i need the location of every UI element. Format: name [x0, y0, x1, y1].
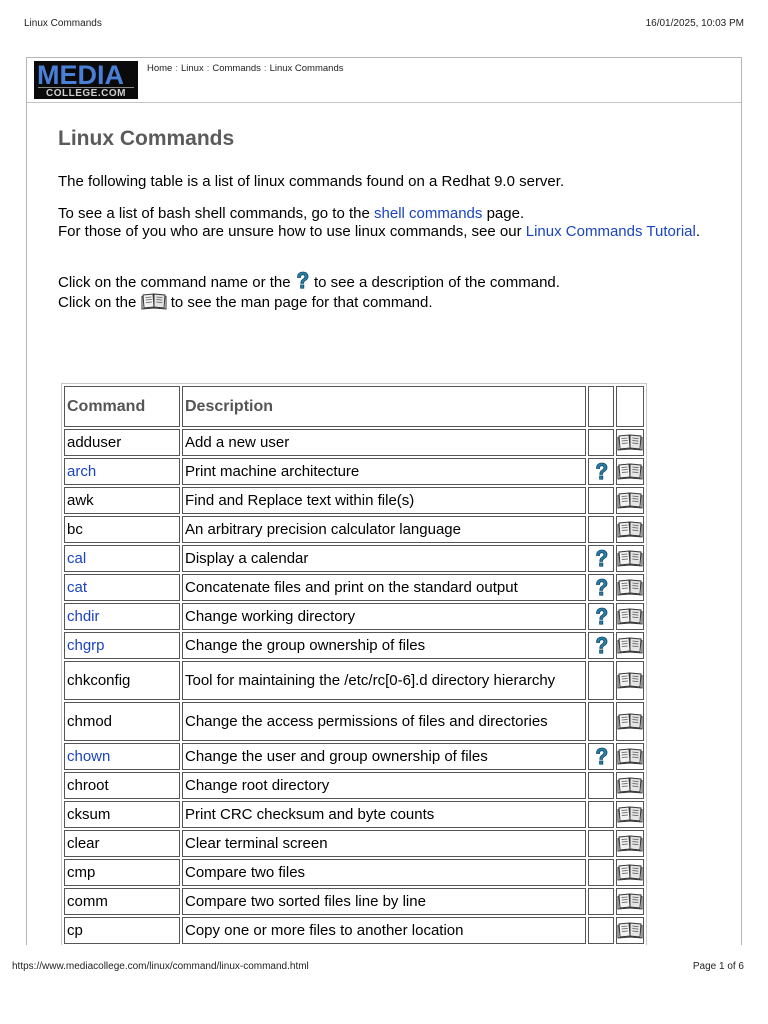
table-row	[64, 859, 644, 886]
man-page-cell	[616, 458, 644, 485]
table-row	[64, 888, 644, 915]
question-mark-icon[interactable]	[594, 747, 609, 766]
man-page-cell	[616, 743, 644, 770]
help-cell	[588, 487, 614, 514]
man-page-cell	[616, 632, 644, 659]
man-page-cell	[616, 888, 644, 915]
print-footer	[12, 961, 744, 975]
command-description-cell: Compare two sorted files line by line	[182, 888, 586, 915]
header-command: Command	[64, 386, 180, 427]
command-description-cell: Tool for maintaining the /etc/rc[0-6].d directory hierarchy	[182, 661, 586, 700]
print-footer-url: https://www.mediacollege.com/linux/command/linux-command.html	[12, 961, 309, 972]
book-icon[interactable]	[617, 671, 643, 689]
table-row	[64, 632, 644, 659]
book-icon[interactable]	[617, 607, 643, 625]
breadcrumb-commands[interactable]: Commands	[212, 63, 261, 74]
command-name-cell: cp	[64, 917, 180, 944]
intro-text: The following table is a list of linux commands found on a Redhat 9.0 server.	[58, 173, 565, 190]
help-cell	[588, 859, 614, 886]
table-row	[64, 830, 644, 857]
help-cell	[588, 772, 614, 799]
man-page-cell	[616, 603, 644, 630]
shell-commands-paragraph: To see a list of bash shell commands, go to the shell commands page. For those of you who are unsure how to use linux commands, see our Linux Commands Tutorial.	[58, 205, 700, 240]
command-description-cell: Clear terminal screen	[182, 830, 586, 857]
book-icon[interactable]	[617, 520, 643, 538]
book-icon[interactable]	[617, 805, 643, 823]
help-cell	[588, 632, 614, 659]
command-name-cell: clear	[64, 830, 180, 857]
site-logo[interactable]	[34, 61, 138, 99]
question-mark-icon[interactable]	[594, 462, 609, 481]
command-description-cell: Compare two files	[182, 859, 586, 886]
command-description-cell: Display a calendar	[182, 545, 586, 572]
help-cell	[588, 603, 614, 630]
table-row	[64, 574, 644, 601]
question-mark-icon[interactable]	[594, 607, 609, 626]
command-name-cell[interactable]: arch	[64, 458, 180, 485]
man-page-cell	[616, 772, 644, 799]
man-page-cell	[616, 545, 644, 572]
command-description-cell: An arbitrary precision calculator language	[182, 516, 586, 543]
book-icon[interactable]	[617, 834, 643, 852]
man-page-cell	[616, 702, 644, 741]
command-name-cell[interactable]: chown	[64, 743, 180, 770]
command-description-cell: Find and Replace text within file(s)	[182, 487, 586, 514]
instructions-paragraph: Click on the command name or the to see a description of the command. Click on the to see the man page for that command.	[58, 271, 560, 312]
help-cell	[588, 888, 614, 915]
help-cell	[588, 545, 614, 572]
command-description-cell: Change the access permissions of files and directories	[182, 702, 586, 741]
help-cell	[588, 702, 614, 741]
print-footer-page: Page 1 of 6	[692, 961, 744, 972]
command-name-cell[interactable]: chgrp	[64, 632, 180, 659]
book-icon[interactable]	[617, 578, 643, 596]
book-icon[interactable]	[617, 712, 643, 730]
command-name-cell: chroot	[64, 772, 180, 799]
page-frame	[26, 57, 742, 945]
print-header-title: Linux Commands	[24, 18, 102, 29]
command-description-cell: Change the user and group ownership of files	[182, 743, 586, 770]
command-name-cell: comm	[64, 888, 180, 915]
book-icon	[141, 292, 167, 310]
man-page-cell	[616, 574, 644, 601]
shell-commands-link[interactable]: shell commands	[374, 205, 483, 222]
man-page-cell	[616, 830, 644, 857]
command-name-cell[interactable]: chdir	[64, 603, 180, 630]
linux-commands-tutorial-link[interactable]: Linux Commands Tutorial	[525, 223, 696, 240]
site-header	[27, 58, 741, 103]
book-icon[interactable]	[617, 776, 643, 794]
command-description-cell: Change working directory	[182, 603, 586, 630]
man-page-cell	[616, 917, 644, 944]
book-icon[interactable]	[617, 892, 643, 910]
table-row	[64, 702, 644, 741]
header-description: Description	[182, 386, 586, 427]
help-cell	[588, 458, 614, 485]
table-row	[64, 487, 644, 514]
logo-text-college: COLLEGE.COM	[38, 87, 134, 98]
table-row	[64, 801, 644, 828]
logo-text-media: MEDIA	[37, 60, 124, 90]
table-row	[64, 458, 644, 485]
command-name-cell: bc	[64, 516, 180, 543]
command-name-cell: cksum	[64, 801, 180, 828]
help-cell	[588, 516, 614, 543]
question-mark-icon	[295, 271, 310, 290]
book-icon[interactable]	[617, 491, 643, 509]
man-page-cell	[616, 516, 644, 543]
help-cell	[588, 917, 614, 944]
book-icon[interactable]	[617, 921, 643, 939]
book-icon[interactable]	[617, 433, 643, 451]
table-row	[64, 516, 644, 543]
print-header-datetime: 16/01/2025, 10:03 PM	[645, 18, 744, 29]
command-name-cell[interactable]: cat	[64, 574, 180, 601]
command-description-cell: Concatenate files and print on the standard output	[182, 574, 586, 601]
help-cell	[588, 574, 614, 601]
command-description-cell: Add a new user	[182, 429, 586, 456]
table-row	[64, 603, 644, 630]
book-icon[interactable]	[617, 462, 643, 480]
commands-table	[61, 383, 647, 945]
breadcrumb-linux[interactable]: Linux	[180, 63, 204, 74]
print-header	[24, 18, 744, 32]
command-name-cell: adduser	[64, 429, 180, 456]
command-description-cell: Change root directory	[182, 772, 586, 799]
command-name-cell: chkconfig	[64, 661, 180, 700]
command-name-cell[interactable]: cal	[64, 545, 180, 572]
book-icon[interactable]	[617, 636, 643, 654]
command-name-cell: cmp	[64, 859, 180, 886]
command-description-cell: Change the group ownership of files	[182, 632, 586, 659]
command-name-cell: awk	[64, 487, 180, 514]
table-row	[64, 772, 644, 799]
question-mark-icon[interactable]	[594, 578, 609, 597]
table-row	[64, 743, 644, 770]
help-cell	[588, 661, 614, 700]
help-cell	[588, 830, 614, 857]
help-cell	[588, 801, 614, 828]
man-page-cell	[616, 801, 644, 828]
command-name-cell: chmod	[64, 702, 180, 741]
page-title: Linux Commands	[58, 127, 235, 150]
book-icon[interactable]	[617, 747, 643, 765]
help-cell	[588, 429, 614, 456]
man-page-cell	[616, 661, 644, 700]
command-description-cell: Print machine architecture	[182, 458, 586, 485]
table-header-row	[64, 386, 644, 427]
help-cell	[588, 743, 614, 770]
table-row	[64, 429, 644, 456]
question-mark-icon[interactable]	[594, 636, 609, 655]
man-page-cell	[616, 487, 644, 514]
breadcrumb-home[interactable]: Home	[147, 63, 173, 74]
table-row	[64, 661, 644, 700]
man-page-cell	[616, 429, 644, 456]
table-row	[64, 545, 644, 572]
book-icon[interactable]	[617, 549, 643, 567]
book-icon[interactable]	[617, 863, 643, 881]
question-mark-icon[interactable]	[594, 549, 609, 568]
table-row	[64, 917, 644, 944]
breadcrumb: Home : Linux : Commands : Linux Commands	[147, 63, 344, 74]
command-description-cell: Print CRC checksum and byte counts	[182, 801, 586, 828]
man-page-cell	[616, 859, 644, 886]
command-description-cell: Copy one or more files to another location	[182, 917, 586, 944]
main-content	[58, 125, 718, 311]
breadcrumb-current: Linux Commands	[269, 63, 344, 74]
